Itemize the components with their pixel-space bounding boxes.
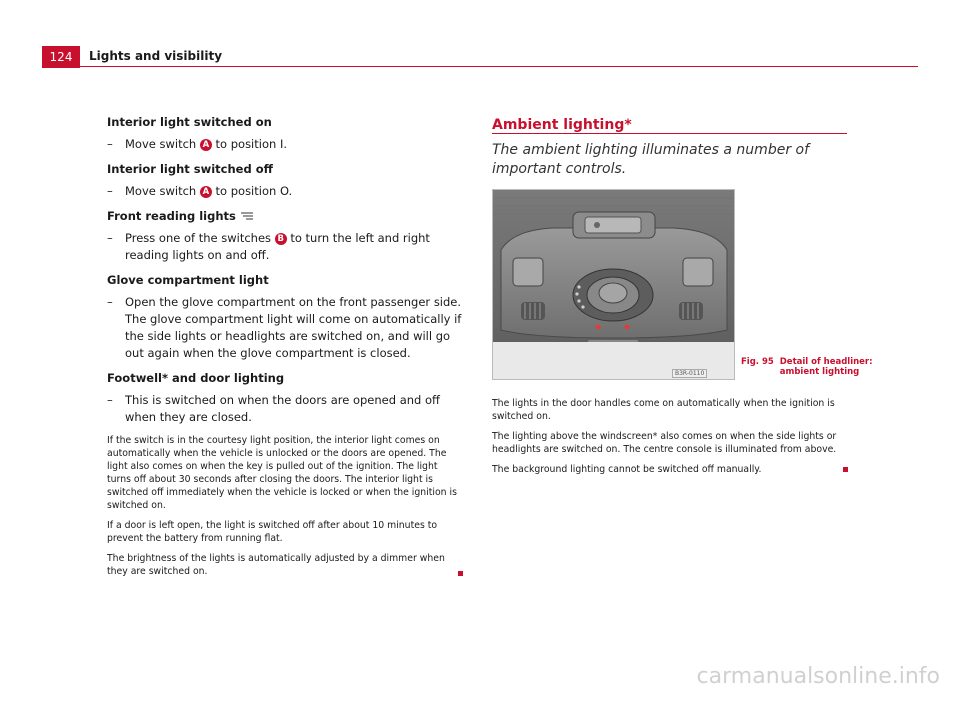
step-text: Press one of the switches xyxy=(125,231,272,245)
figure-caption xyxy=(741,357,875,377)
step-light-on xyxy=(107,136,462,153)
dash: – xyxy=(107,137,113,151)
step-light-off xyxy=(107,183,462,200)
step-text: to turn the left and right reading lights on and off. xyxy=(125,231,430,262)
switch-a-badge: A xyxy=(200,186,212,198)
chapter-title: Lights and visibility xyxy=(89,49,223,63)
section-title-ambient-lighting: Ambient lighting* xyxy=(492,117,632,133)
figure-number: Fig. 95 xyxy=(741,357,774,367)
headliner-figure xyxy=(492,189,735,380)
step-text: Open the glove compartment on the front passenger side. The glove compartment light will come on automatically if the side lights or headlights are switched on, and will go out again when the glove compartment is closed. xyxy=(125,295,462,360)
paragraph-door-open: If a door is left open, the light is switched off after about 10 minutes to prevent the battery from running flat. xyxy=(107,520,438,544)
watermark: carmanualsonline.info xyxy=(696,664,940,689)
switch-b-badge: B xyxy=(275,233,287,245)
step-text: Move switch xyxy=(125,184,197,198)
step-text: to position I. xyxy=(215,137,287,151)
step-text: to position O. xyxy=(215,184,293,198)
paragraph-door-handles: The lights in the door handles come on automatically when the ignition is switched on. xyxy=(492,398,835,422)
left-column xyxy=(107,114,462,576)
section-title-glove-compartment: Glove compartment light xyxy=(107,273,269,287)
section-title-footwell: Footwell* and door lighting xyxy=(107,371,285,385)
section-title-light-off: Interior light switched off xyxy=(107,162,273,176)
dash: – xyxy=(107,393,113,407)
paragraph-windscreen: The lighting above the windscreen* also comes on when the side lights or headlights are switched on. The centre console is illuminated from above. xyxy=(492,431,837,455)
figure-caption-line1 xyxy=(741,357,875,377)
dash: – xyxy=(107,295,113,309)
paragraph-background-lighting: The background lighting cannot be switched off manually. xyxy=(492,464,762,475)
step-text: This is switched on when the doors are opened and off when they are closed. xyxy=(125,393,440,424)
section-title-light-on: Interior light switched on xyxy=(107,115,272,129)
step-reading-lights xyxy=(107,230,462,264)
dash: – xyxy=(107,231,113,245)
switch-a-badge: A xyxy=(200,139,212,151)
headliner-illustration xyxy=(493,190,734,379)
dash: – xyxy=(107,184,113,198)
section-title-reading-lights xyxy=(107,208,462,225)
header-rule xyxy=(80,66,918,67)
step-glove-compartment xyxy=(107,294,462,362)
section-rule xyxy=(492,133,847,134)
step-text: Move switch xyxy=(125,137,197,151)
figure-code-label: B3R-0110 xyxy=(672,369,707,378)
section-end-mark xyxy=(843,467,848,472)
right-body xyxy=(492,397,847,475)
section-end-mark xyxy=(458,571,463,576)
page-number: 124 xyxy=(42,46,80,68)
paragraph-courtesy-light: If the switch is in the courtesy light position, the interior light comes on automatically when the vehicle is unlocked or the doors are opened. The light also comes on when the key is pulled out of the ignition. The light turns off about 30 seconds after closing the doors. The interior light is switched off immediately when the vehicle is locked or when the ignition is switched on. xyxy=(107,435,457,511)
step-footwell xyxy=(107,392,462,426)
figure-caption-text: Detail of headliner: ambient lighting xyxy=(779,357,873,377)
reading-light-icon xyxy=(240,211,254,221)
reading-lights-title-text: Front reading lights xyxy=(107,209,236,223)
paragraph-dimmer: The brightness of the lights is automatically adjusted by a dimmer when they are switched on. xyxy=(107,553,445,577)
section-intro: The ambient lighting illuminates a number of important controls. xyxy=(492,142,810,177)
